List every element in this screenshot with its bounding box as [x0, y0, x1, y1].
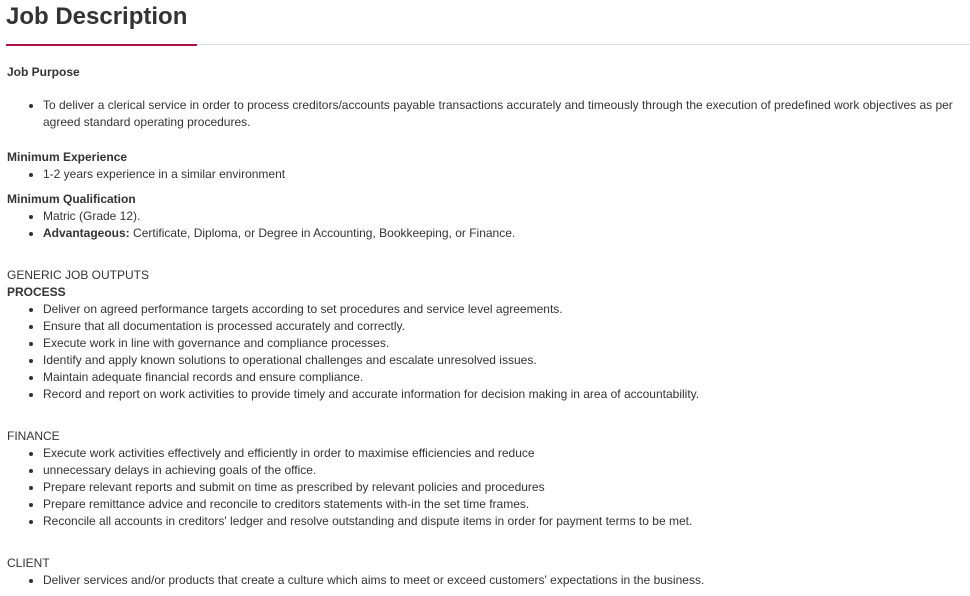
- client-heading: CLIENT: [7, 556, 50, 570]
- list-item: • Deliver on agreed performance targets according to set procedures and service level agreements.: [43, 301, 967, 318]
- list-item: • Execute work in line with governance and compliance processes.: [43, 335, 967, 352]
- list-item: • Maintain adequate financial records and ensure compliance.: [43, 369, 967, 386]
- generic-job-outputs-heading: GENERIC JOB OUTPUTS: [7, 268, 150, 282]
- advantageous-label: Advantageous:: [43, 226, 130, 240]
- finance-section: [7, 428, 967, 530]
- job-purpose-list: [7, 97, 967, 131]
- list-item: • 1-2 years experience in a similar environment: [43, 166, 967, 183]
- client-section: [7, 555, 967, 589]
- list-item: • Matric (Grade 12).: [43, 208, 967, 225]
- client-list: [7, 572, 967, 589]
- process-list: [7, 301, 967, 403]
- minimum-experience-list: [7, 166, 967, 183]
- list-item: • Prepare relevant reports and submit on time as prescribed by relevant policies and procedures: [43, 479, 967, 496]
- minimum-experience-heading: Minimum Experience: [7, 150, 128, 164]
- list-item: • Record and report on work activities to provide timely and accurate information for decision making in area of accountability.: [43, 386, 967, 403]
- list-item: • To deliver a clerical service in order to process creditors/accounts payable transactions accurately and timeously through the execution of predefined work objectives as per agreed standard operating procedures.: [43, 97, 967, 131]
- job-description-content: [7, 64, 967, 589]
- list-item: • Identify and apply known solutions to operational challenges and escalate unresolved issues.: [43, 352, 967, 369]
- minimum-experience-section: [7, 149, 967, 183]
- advantageous-text: Certificate, Diploma, or Degree in Accounting, Bookkeeping, or Finance.: [129, 226, 516, 240]
- list-item: • unnecessary delays in achieving goals of the office.: [43, 462, 967, 479]
- finance-list: [7, 445, 967, 530]
- process-heading: PROCESS: [7, 285, 66, 299]
- minimum-qualification-heading: Minimum Qualification: [7, 192, 136, 206]
- finance-heading: FINANCE: [7, 429, 60, 443]
- list-item: • Deliver services and/or products that create a culture which aims to meet or exceed customers' expectations in the business.: [43, 572, 967, 589]
- list-item: • Prepare remittance advice and reconcile to creditors statements with-in the set time frames.: [43, 496, 967, 513]
- title-accent-bar: [6, 44, 197, 46]
- list-item: [43, 225, 967, 242]
- minimum-qualification-list: [7, 208, 967, 242]
- job-purpose-heading: Job Purpose: [7, 65, 80, 79]
- generic-job-outputs-section: [7, 267, 967, 403]
- list-item: • Reconcile all accounts in creditors' ledger and resolve outstanding and dispute items in order for payment terms to be met.: [43, 513, 967, 530]
- list-item: • Ensure that all documentation is processed accurately and correctly.: [43, 318, 967, 335]
- page-title: Job Description: [6, 3, 188, 30]
- list-item: • Execute work activities effectively and efficiently in order to maximise efficiencies and reduce: [43, 445, 967, 462]
- minimum-qualification-section: [7, 191, 967, 242]
